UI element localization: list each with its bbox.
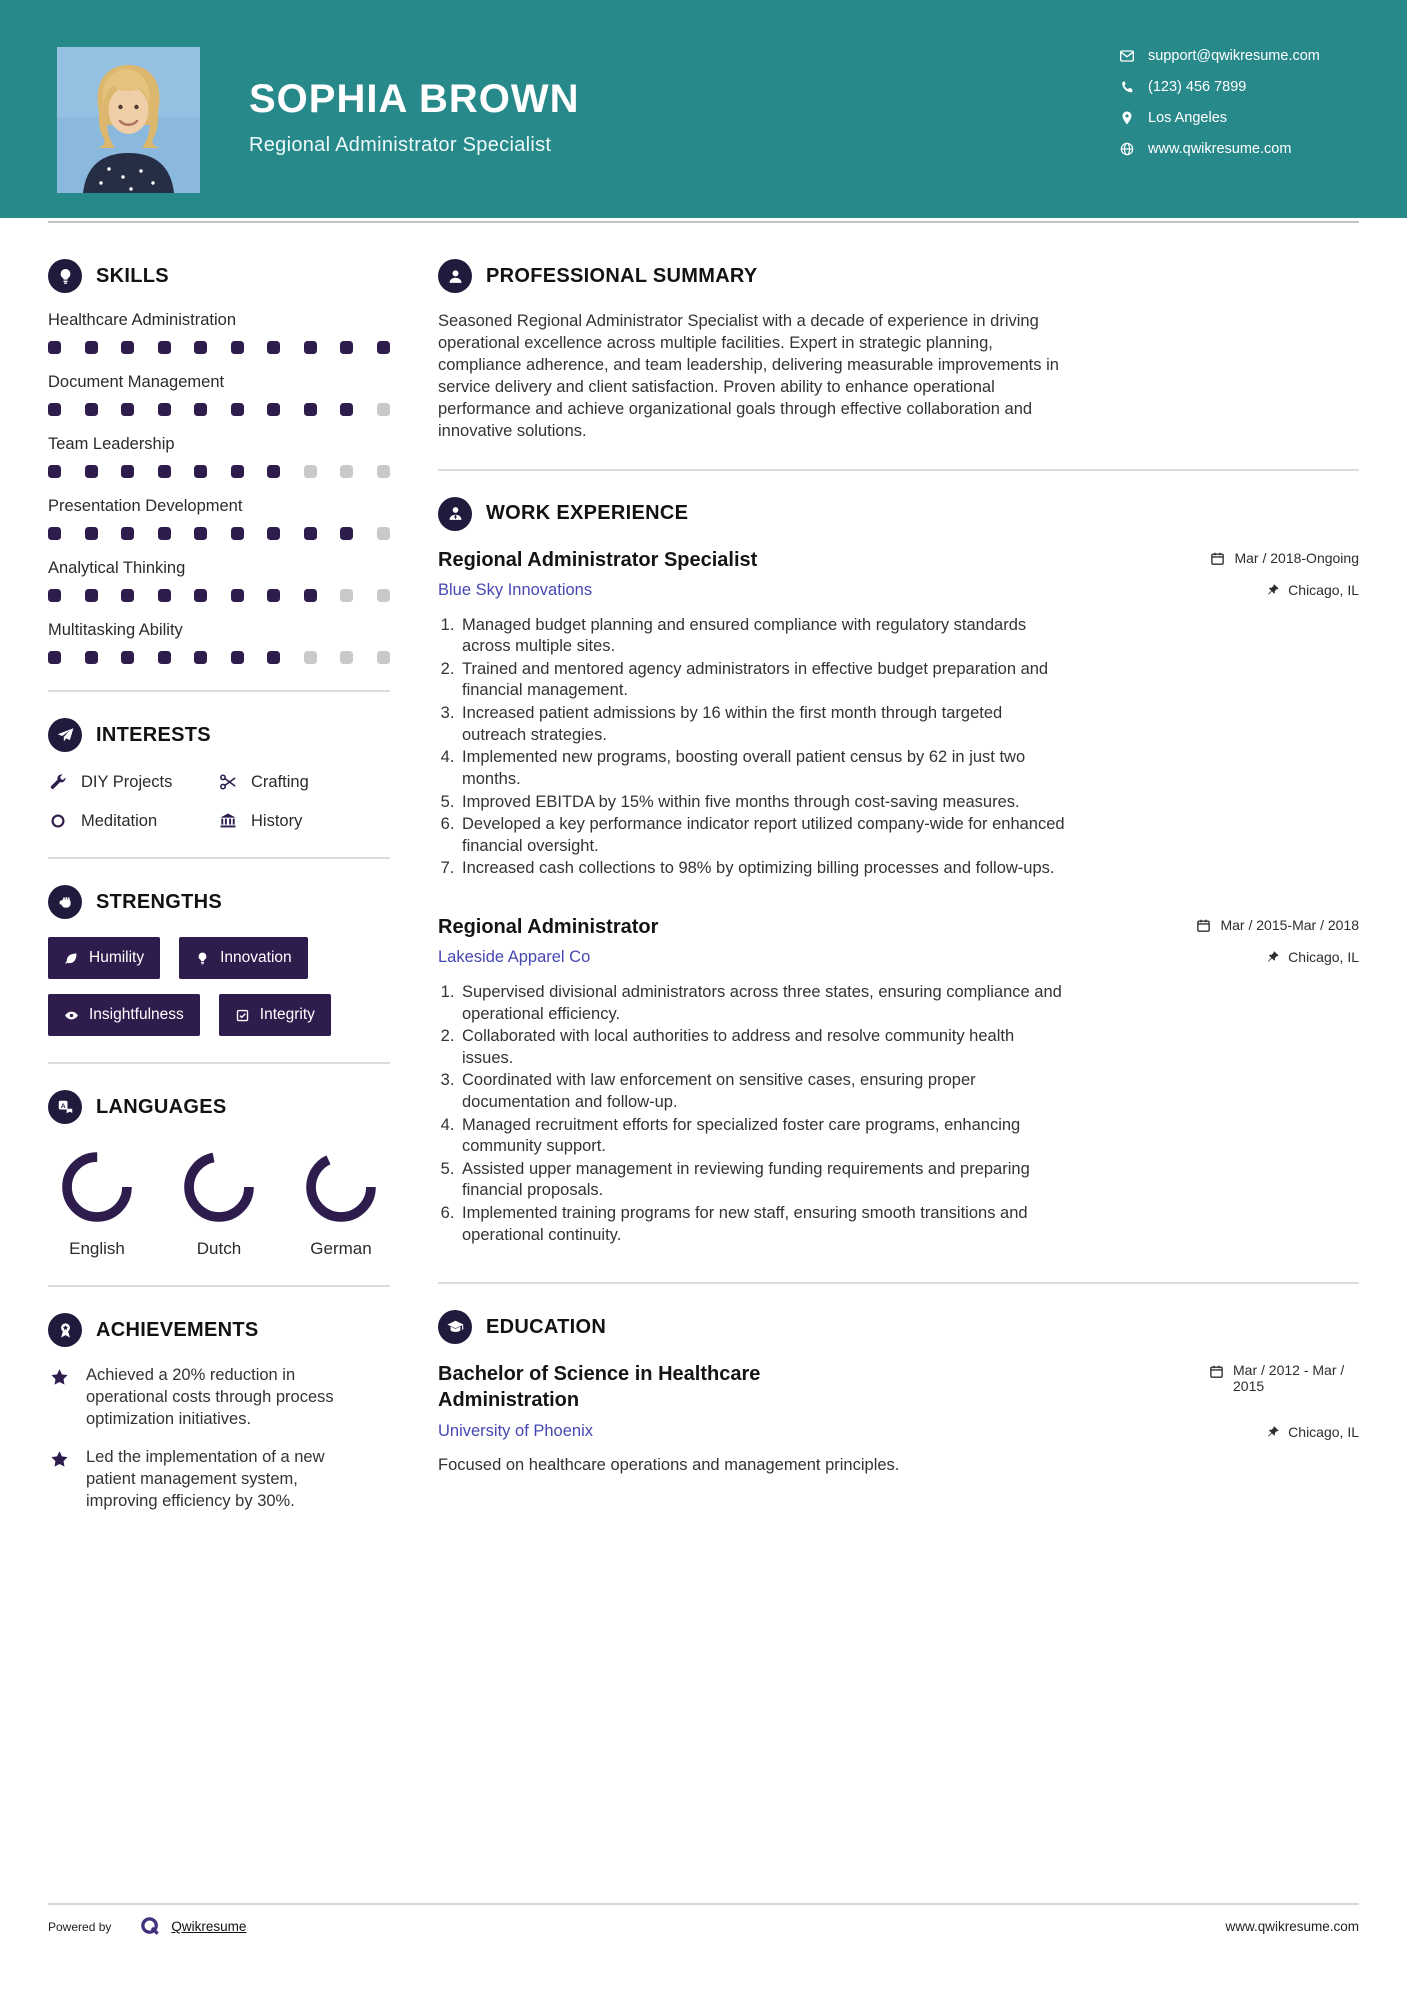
paper-plane-icon — [48, 718, 82, 752]
skill-level-dot — [194, 651, 207, 664]
section-summary — [438, 259, 1359, 443]
summary-header — [438, 259, 1359, 293]
achievement-text: Achieved a 20% reduction in operational costs through process optimization initiatives. — [86, 1366, 334, 1428]
skill-level-dot — [304, 527, 317, 540]
section-education — [438, 1310, 1359, 1475]
section-achievements — [48, 1313, 390, 1513]
star-badge-icon — [48, 1367, 71, 1395]
section-interests — [48, 718, 390, 831]
calendar-icon — [1209, 1364, 1224, 1379]
skill-level-dot — [85, 465, 98, 478]
skill-level-dot — [48, 651, 61, 664]
job-bullets — [438, 615, 1066, 880]
interest-item — [218, 772, 390, 792]
skill-level-dot — [267, 527, 280, 540]
skill-row — [48, 559, 390, 602]
skill-level-dot — [158, 465, 171, 478]
job-bullet: 6. Implemented training programs for new staff, ensuring smooth transitions and operational continuity. — [459, 1203, 1066, 1246]
skill-level-dot — [231, 589, 244, 602]
education-title: EDUCATION — [486, 1315, 607, 1338]
skill-level-dot — [340, 341, 353, 354]
skill-level-dot — [377, 403, 390, 416]
section-experience — [438, 497, 1359, 1247]
leaf-icon — [64, 951, 79, 966]
identity-block — [249, 77, 580, 218]
star-badge-icon — [48, 1449, 71, 1477]
skill-level-dot — [340, 589, 353, 602]
skill-level-dot — [231, 403, 244, 416]
strengths-title: STRENGTHS — [96, 890, 223, 913]
phone-icon — [1119, 79, 1135, 95]
graduation-cap-icon — [438, 1310, 472, 1344]
skill-level-bar — [48, 589, 390, 602]
education-head — [438, 1362, 1359, 1413]
skill-level-dot — [48, 589, 61, 602]
eye-icon — [64, 1008, 79, 1023]
experience-title: WORK EXPERIENCE — [486, 502, 689, 525]
profile-photo — [57, 47, 200, 193]
candidate-name: SOPHIA BROWN — [249, 77, 580, 121]
calendar-icon — [1210, 551, 1225, 566]
skill-row — [48, 497, 390, 540]
interest-label: History — [251, 811, 303, 830]
medal-icon — [48, 1313, 82, 1347]
job-bullet: 1. Supervised divisional administrators across three states, ensuring compliance and operational efficiency. — [459, 982, 1066, 1025]
skill-label: Multitasking Ability — [48, 621, 183, 639]
skill-level-dot — [121, 589, 134, 602]
strength-label: Integrity — [259, 1006, 315, 1023]
content — [0, 223, 1407, 1529]
qwikresume-logo-icon — [139, 1915, 162, 1938]
job-dates-text: Mar / 2015-Mar / 2018 — [1220, 917, 1359, 934]
section-languages — [48, 1090, 390, 1259]
skill-level-bar — [48, 341, 390, 354]
education-location-text: Chicago, IL — [1288, 1423, 1359, 1440]
skill-level-dot — [231, 651, 244, 664]
job-title: Regional Administrator Specialist — [438, 548, 758, 571]
job-bullet: 3. Coordinated with law enforcement on sensitive cases, ensuring proper documentation and follow-up. — [459, 1070, 1066, 1113]
skill-level-dot — [85, 341, 98, 354]
language-label: German — [310, 1239, 372, 1258]
job-bullets — [438, 982, 1066, 1246]
contact-email[interactable] — [1119, 48, 1359, 64]
experience-header — [438, 497, 1359, 531]
job-entry — [438, 916, 1359, 1246]
job-head — [438, 549, 1359, 572]
pushpin-icon — [1266, 1425, 1280, 1439]
job-head — [438, 916, 1359, 939]
skill-level-dot — [48, 403, 61, 416]
job-subhead — [438, 948, 1359, 967]
company-link[interactable]: Blue Sky Innovations — [438, 580, 593, 599]
skill-level-dot — [85, 589, 98, 602]
language-donut — [60, 1150, 134, 1224]
skill-level-dot — [231, 465, 244, 478]
skill-level-dot — [48, 341, 61, 354]
globe-icon — [1119, 141, 1135, 157]
languages-row — [48, 1142, 390, 1259]
interest-item — [48, 772, 218, 792]
skill-level-dot — [267, 341, 280, 354]
left-column — [48, 259, 390, 1529]
skill-level-dot — [267, 403, 280, 416]
strengths-row — [48, 994, 390, 1036]
language-item — [174, 1150, 264, 1259]
job-location — [1266, 582, 1359, 598]
contact-list — [1119, 48, 1359, 218]
section-divider — [48, 690, 390, 692]
skill-level-dot — [48, 527, 61, 540]
wrench-icon — [48, 772, 68, 792]
bulb-icon — [195, 951, 210, 966]
interests-grid — [48, 770, 390, 831]
skill-level-bar — [48, 403, 390, 416]
skill-level-bar — [48, 527, 390, 540]
skill-level-dot — [267, 465, 280, 478]
contact-website-text: www.qwikresume.com — [1148, 141, 1292, 157]
skill-level-dot — [377, 589, 390, 602]
skill-level-dot — [194, 527, 207, 540]
contact-location[interactable] — [1119, 110, 1359, 126]
section-divider — [48, 857, 390, 859]
pushpin-icon — [1266, 950, 1280, 964]
skill-row — [48, 621, 390, 664]
education-dates-text: Mar / 2012 - Mar / 2015 — [1233, 1362, 1345, 1395]
school-link[interactable]: University of Phoenix — [438, 1422, 593, 1441]
skill-label: Presentation Development — [48, 497, 243, 515]
skill-row — [48, 435, 390, 478]
job-bullet: 5. Assisted upper management in reviewing funding requirements and preparing financial proposals. — [459, 1159, 1066, 1202]
language-donut — [182, 1150, 256, 1224]
section-strengths — [48, 885, 390, 1036]
job-dates-text: Mar / 2018-Ongoing — [1234, 550, 1359, 567]
language-item — [296, 1150, 386, 1259]
contact-phone-text: (123) 456 7899 — [1148, 79, 1247, 95]
skill-level-dot — [231, 527, 244, 540]
job-dates — [1210, 550, 1359, 566]
strength-badge — [219, 994, 331, 1036]
skill-level-dot — [304, 651, 317, 664]
job-title: Regional Administrator — [438, 915, 659, 938]
svg-text:A: A — [60, 1102, 66, 1110]
pushpin-icon — [1266, 583, 1280, 597]
skill-level-dot — [48, 465, 61, 478]
fist-icon — [48, 885, 82, 919]
skill-level-bar — [48, 465, 390, 478]
education-subhead — [438, 1422, 1359, 1441]
header-band — [0, 0, 1407, 218]
skill-level-dot — [158, 527, 171, 540]
skill-label: Analytical Thinking — [48, 559, 186, 577]
achievement-text: Led the implementation of a new patient management system, improving efficiency by 30%. — [86, 1447, 325, 1510]
skill-level-dot — [231, 341, 244, 354]
education-location — [1266, 1424, 1359, 1440]
bulb-icon — [48, 259, 82, 293]
skill-label: Document Management — [48, 373, 225, 391]
skill-label: Team Leadership — [48, 435, 175, 453]
company-link[interactable]: Lakeside Apparel Co — [438, 947, 591, 966]
skill-level-dot — [340, 651, 353, 664]
job-location — [1266, 949, 1359, 965]
powered-by-label: Powered by — [48, 1919, 112, 1934]
achievement-item — [48, 1447, 390, 1513]
strengths-header — [48, 885, 390, 919]
education-header — [438, 1310, 1359, 1344]
skills-title: SKILLS — [96, 264, 169, 287]
languages-title: LANGUAGES — [96, 1095, 227, 1118]
skill-level-dot — [377, 527, 390, 540]
skill-level-dot — [304, 465, 317, 478]
ring-icon — [48, 811, 68, 831]
section-skills — [48, 259, 390, 664]
skill-level-dot — [304, 341, 317, 354]
qwikresume-link[interactable]: Qwikresume — [171, 1919, 247, 1934]
skill-level-dot — [377, 341, 390, 354]
job-bullet: 4. Implemented new programs, boosting overall patient census by 62 in just two months. — [459, 747, 1066, 790]
skill-level-dot — [121, 527, 134, 540]
strength-badge — [179, 937, 308, 979]
job-bullet: 2. Trained and mentored agency administrators in effective budget preparation and financial management. — [459, 659, 1066, 702]
skill-level-bar — [48, 651, 390, 664]
job-bullet: 5. Improved EBITDA by 15% within five months through cost-saving measures. — [459, 792, 1066, 814]
calendar-icon — [1196, 918, 1211, 933]
skill-level-dot — [85, 651, 98, 664]
footer — [48, 1903, 1359, 1938]
job-subhead — [438, 581, 1359, 600]
skills-header — [48, 259, 390, 293]
skill-level-dot — [194, 465, 207, 478]
person-icon — [438, 259, 472, 293]
summary-text: Seasoned Regional Administrator Specialist with a decade of experience in driving operational excellence across multiple facilities. Expert in strategic planning, compliance adherence, and team leadership, delivering measurable improvements in service delivery and client satisfaction. Proven ability to enhance operational performance and achieve organizational goals through effective collaboration and innovative solutions. — [438, 312, 1059, 440]
degree-title: Bachelor of Science in Healthcare Administration — [438, 1363, 761, 1411]
skill-label: Healthcare Administration — [48, 311, 237, 329]
skill-level-dot — [340, 403, 353, 416]
skill-level-dot — [158, 651, 171, 664]
skill-level-dot — [194, 589, 207, 602]
job-location-text: Chicago, IL — [1288, 949, 1359, 966]
skill-level-dot — [340, 465, 353, 478]
section-divider — [438, 1282, 1359, 1284]
strength-label: Insightfulness — [89, 1006, 184, 1023]
scissors-icon — [218, 772, 238, 792]
skill-level-dot — [121, 341, 134, 354]
museum-icon — [218, 811, 238, 831]
skill-level-dot — [377, 465, 390, 478]
strength-badge — [48, 994, 200, 1036]
languages-header — [48, 1090, 390, 1124]
skill-level-dot — [158, 589, 171, 602]
summary-title: PROFESSIONAL SUMMARY — [486, 264, 758, 287]
skill-level-dot — [304, 403, 317, 416]
interest-item — [48, 811, 218, 831]
email-icon — [1119, 48, 1135, 64]
checkbox-icon — [235, 1008, 250, 1023]
skill-level-dot — [267, 589, 280, 602]
interest-item — [218, 811, 390, 831]
skill-level-dot — [85, 403, 98, 416]
job-bullet: 1. Managed budget planning and ensured compliance with regulatory standards across multiple sites. — [459, 615, 1066, 658]
interest-label: Crafting — [251, 772, 309, 791]
language-item — [52, 1150, 142, 1259]
skill-level-dot — [158, 403, 171, 416]
skill-level-dot — [194, 341, 207, 354]
skill-level-dot — [121, 403, 134, 416]
job-dates — [1196, 917, 1359, 933]
contact-location-text: Los Angeles — [1148, 110, 1228, 126]
education-dates — [1209, 1362, 1359, 1394]
translate-icon — [48, 1090, 82, 1124]
interests-title: INTERESTS — [96, 723, 211, 746]
achievements-title: ACHIEVEMENTS — [96, 1318, 259, 1341]
achievements-header — [48, 1313, 390, 1347]
skill-level-dot — [158, 341, 171, 354]
location-icon — [1119, 110, 1135, 126]
skill-row — [48, 373, 390, 416]
contact-phone[interactable] — [1119, 79, 1359, 95]
strength-label: Innovation — [220, 949, 292, 966]
footer-site-link[interactable]: www.qwikresume.com — [1225, 1919, 1359, 1934]
right-column — [438, 259, 1359, 1529]
education-note: Focused on healthcare operations and management principles. — [438, 1456, 900, 1475]
contact-email-text: support@qwikresume.com — [1148, 48, 1320, 64]
skill-level-dot — [194, 403, 207, 416]
language-label: Dutch — [196, 1239, 242, 1258]
strength-badge — [48, 937, 160, 979]
skill-level-dot — [267, 651, 280, 664]
job-bullet: 3. Increased patient admissions by 16 within the first month through targeted outreach strategies. — [459, 703, 1066, 746]
skill-level-dot — [121, 651, 134, 664]
interest-label: Meditation — [81, 811, 158, 830]
language-donut — [304, 1150, 378, 1224]
job-bullet: 6. Developed a key performance indicator report utilized company-wide for enhanced financial oversight. — [459, 814, 1066, 857]
skill-level-dot — [121, 465, 134, 478]
skill-level-dot — [377, 651, 390, 664]
skill-row — [48, 311, 390, 354]
interest-label: DIY Projects — [81, 772, 173, 791]
section-divider — [48, 1285, 390, 1287]
section-divider — [48, 1062, 390, 1064]
achievement-item — [48, 1365, 390, 1431]
job-bullet: 7. Increased cash collections to 98% by optimizing billing processes and follow-ups. — [459, 858, 1066, 880]
skill-level-dot — [304, 589, 317, 602]
footer-row — [48, 1903, 1359, 1938]
interests-header — [48, 718, 390, 752]
section-divider — [438, 469, 1359, 471]
job-bullet: 4. Managed recruitment efforts for specialized foster care programs, enhancing community support. — [459, 1115, 1066, 1158]
strength-label: Humility — [89, 949, 145, 966]
job-bullet: 2. Collaborated with local authorities to address and resolve community health issues. — [459, 1026, 1066, 1069]
skill-level-dot — [85, 527, 98, 540]
job-location-text: Chicago, IL — [1288, 582, 1359, 599]
job-entry — [438, 549, 1359, 880]
business-person-icon — [438, 497, 472, 531]
candidate-title: Regional Administrator Specialist — [249, 134, 552, 156]
language-label: English — [69, 1239, 125, 1258]
skill-level-dot — [340, 527, 353, 540]
strengths-row — [48, 937, 390, 979]
contact-website[interactable] — [1119, 141, 1359, 157]
